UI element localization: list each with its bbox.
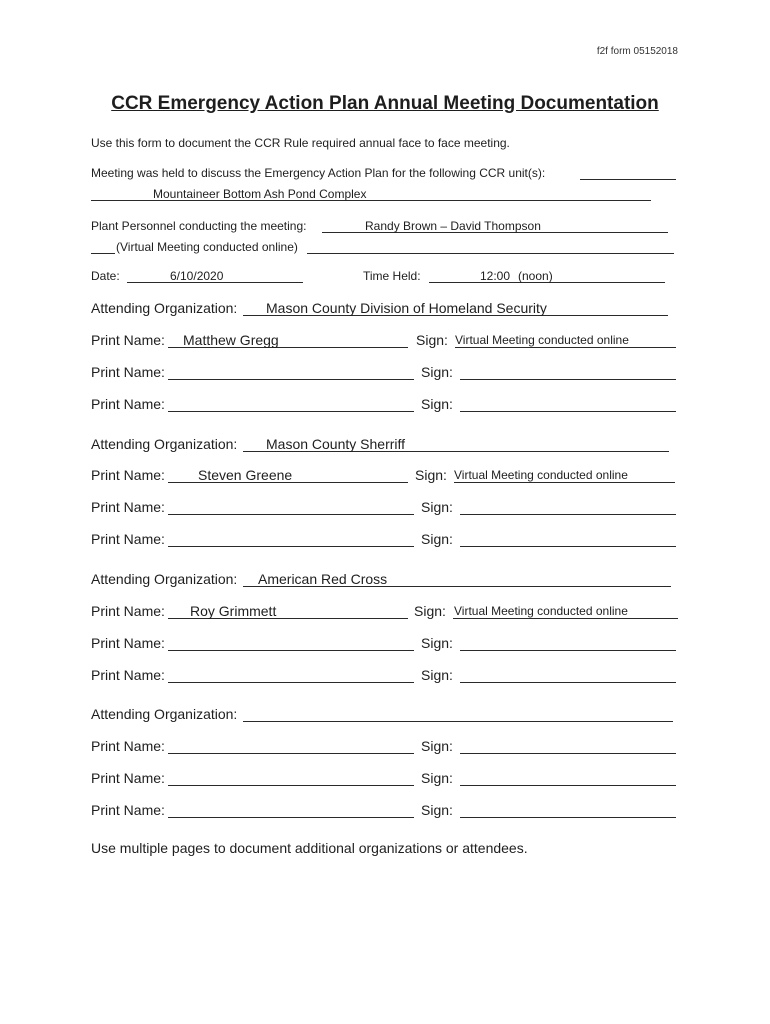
sign-label: Sign: [421,396,453,412]
print-name-field: Steven Greene [198,467,293,483]
print-name-line[interactable] [168,817,414,818]
personnel-line-2b[interactable] [307,253,674,254]
print-name-line[interactable] [168,379,414,380]
print-name-line[interactable] [168,785,414,786]
footer-note: Use multiple pages to document additional organizations or attendees. [91,840,528,856]
sign-line[interactable] [460,514,676,515]
print-name-line[interactable] [168,546,414,547]
org-name-field: Mason County Sherriff [266,436,406,452]
sign-field: Virtual Meeting conducted online [454,604,628,618]
sign-field: Virtual Meeting conducted online [454,468,628,482]
org-label: Attending Organization: [91,571,238,587]
print-name-label: Print Name: [91,738,165,754]
sign-label: Sign: [421,635,453,651]
print-name-line[interactable] [168,650,414,651]
meeting-unit-line-1[interactable] [580,179,676,180]
print-name-field: Matthew Gregg [183,332,279,348]
meeting-unit-field: Mountaineer Bottom Ash Pond Complex [153,187,367,201]
sign-line[interactable] [460,411,676,412]
print-name-label: Print Name: [91,802,165,818]
time-field: 12:00 [480,269,511,283]
sign-label: Sign: [415,467,447,483]
personnel-label: Plant Personnel conducting the meeting: [91,219,307,233]
print-name-label: Print Name: [91,332,165,348]
sign-label: Sign: [414,603,446,619]
sign-label: Sign: [416,332,448,348]
sign-line[interactable] [460,546,676,547]
print-name-label: Print Name: [91,667,165,683]
sign-label: Sign: [421,364,453,380]
print-name-field: Roy Grimmett [190,603,277,619]
sign-label: Sign: [421,667,453,683]
print-name-label: Print Name: [91,467,165,483]
sign-label: Sign: [421,770,453,786]
meeting-label: Meeting was held to discuss the Emergency Action Plan for the following CCR unit(s): [91,166,546,180]
org-name-field: American Red Cross [258,571,388,587]
time-label: Time Held: [363,269,421,283]
org-label: Attending Organization: [91,300,238,316]
sign-label: Sign: [421,738,453,754]
date-label: Date: [91,269,120,283]
print-name-label: Print Name: [91,635,165,651]
sign-line[interactable] [460,379,676,380]
sign-line[interactable] [460,753,676,754]
form-id: f2f form 05152018 [596,46,678,57]
print-name-line[interactable] [168,411,414,412]
print-name-label: Print Name: [91,499,165,515]
print-name-line[interactable] [168,753,414,754]
personnel-line-2a [91,253,115,254]
instructions: Use this form to document the CCR Rule required annual face to face meeting. [91,136,510,150]
time-suffix: (noon) [518,269,553,283]
sign-label: Sign: [421,802,453,818]
org-label: Attending Organization: [91,436,238,452]
personnel-note-field: (Virtual Meeting conducted online) [116,240,298,254]
personnel-names-field: Randy Brown – David Thompson [365,219,541,233]
sign-line[interactable] [460,682,676,683]
print-name-label: Print Name: [91,531,165,547]
sign-line[interactable] [453,618,678,619]
sign-label: Sign: [421,531,453,547]
sign-line[interactable] [454,482,675,483]
org-name-line[interactable] [243,721,673,722]
print-name-label: Print Name: [91,603,165,619]
print-name-label: Print Name: [91,396,165,412]
sign-line[interactable] [455,347,676,348]
sign-line[interactable] [460,785,676,786]
org-name-field: Mason County Division of Homeland Security [266,300,547,316]
sign-label: Sign: [421,499,453,515]
sign-field: Virtual Meeting conducted online [455,333,629,347]
print-name-line[interactable] [168,514,414,515]
date-field: 6/10/2020 [170,269,224,283]
print-name-label: Print Name: [91,364,165,380]
org-label: Attending Organization: [91,706,238,722]
print-name-label: Print Name: [91,770,165,786]
page-title: CCR Emergency Action Plan Annual Meeting Documentation [111,93,659,114]
sign-line[interactable] [460,817,676,818]
sign-line[interactable] [460,650,676,651]
print-name-line[interactable] [168,682,414,683]
